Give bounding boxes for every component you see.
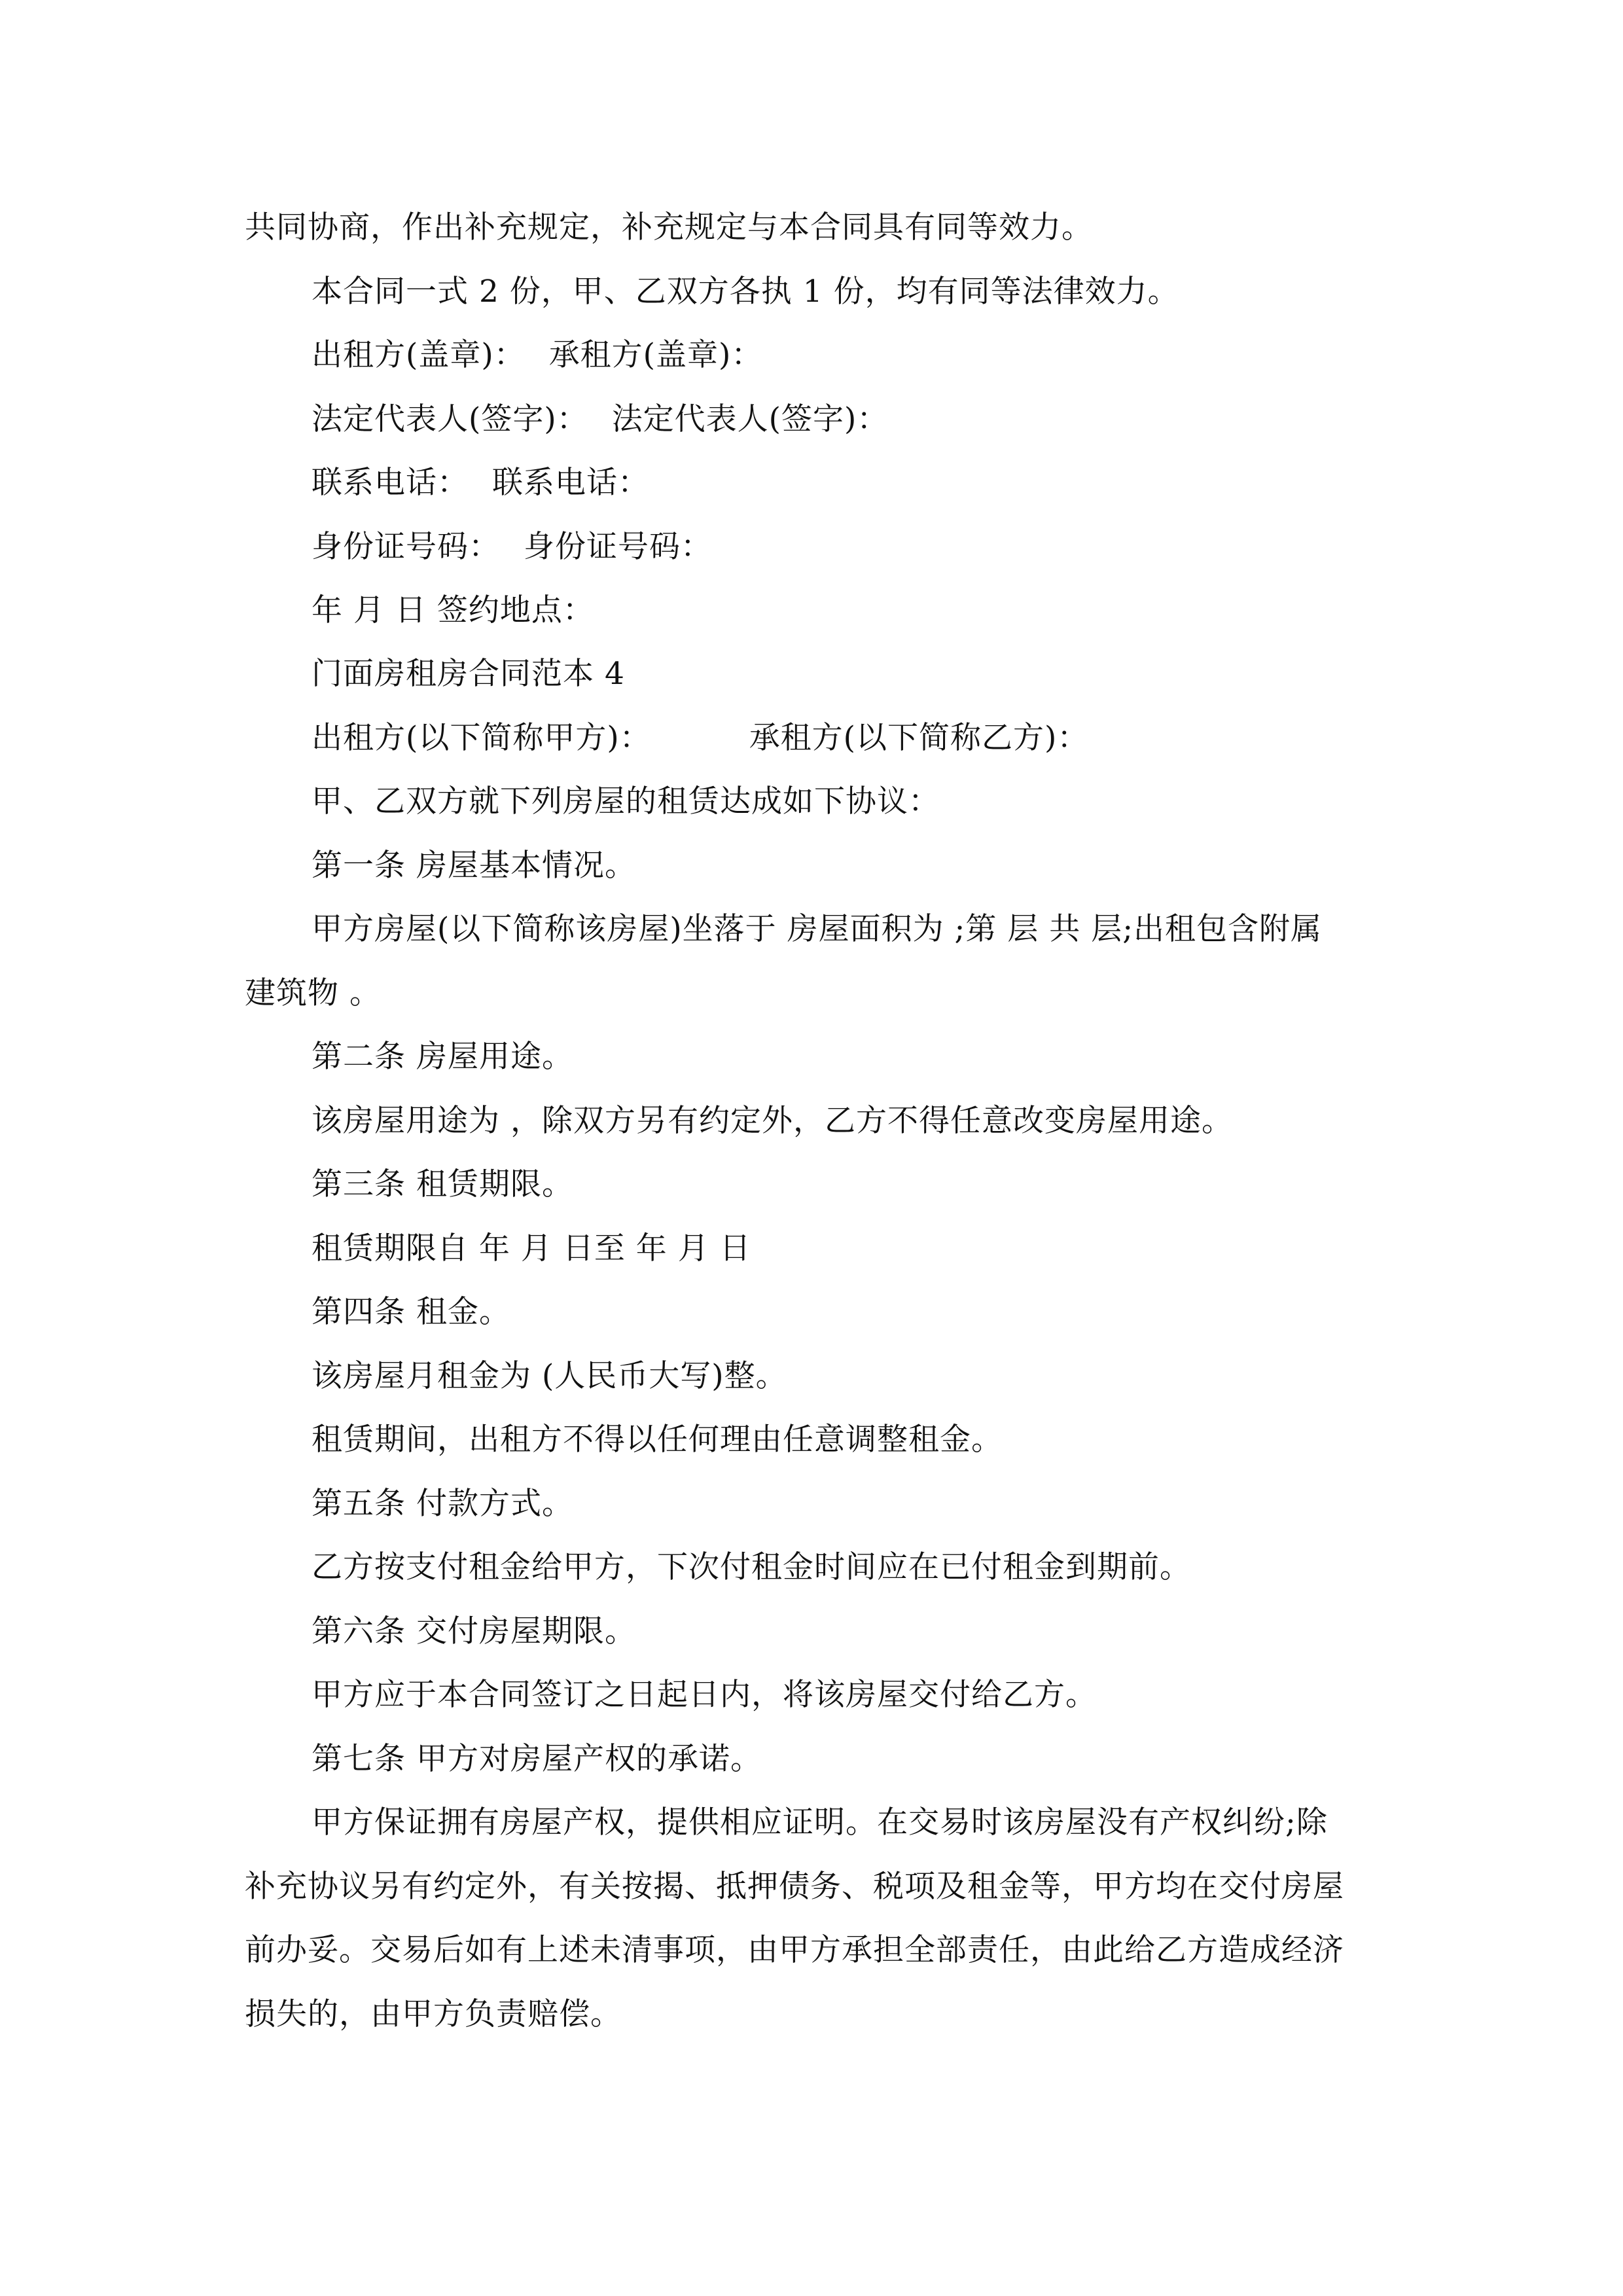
article-heading: 第六条 交付房屋期限。 [312,1613,636,1649]
paragraph-line: 前办妥。交易后如有上述未清事项，由甲方承担全部责任，由此给乙方造成经济 [245,1932,1344,1968]
lessor-party-label: 出租方(以下简称甲方)： [312,720,651,756]
lessee-seal-label: 承租方(盖章)： [548,337,763,373]
article-heading: 第七条 甲方对房屋产权的承诺。 [312,1741,762,1777]
section-title: 门面房租房合同范本 4 [312,656,625,692]
paragraph-line: 甲方房屋(以下简称该房屋)坐落于 房屋面积为 ;第 层 共 层;出租包含附属 [312,911,1323,947]
lessee-representative-label: 法定代表人(签字)： [611,401,889,437]
parties-line [312,719,1088,758]
lessee-id-label: 身份证号码： [524,529,712,565]
lessor-phone-label: 联系电话： [312,465,469,501]
paragraph-line: 该房屋月租金为 (人民币大写)整。 [312,1358,787,1394]
article-heading: 第五条 付款方式。 [312,1486,573,1522]
signature-line [312,463,649,503]
paragraph-line: 损失的，由甲方负责赔偿。 [245,1996,622,2032]
paragraph-line: 甲方保证拥有房屋产权，提供相应证明。在交易时该房屋没有产权纠纷;除 [312,1804,1328,1840]
paragraph-line: 甲、乙双方就下列房屋的租赁达成如下协议： [312,783,940,819]
lessee-party-label: 承租方(以下简称乙方)： [749,720,1089,756]
signature-line [312,528,712,567]
article-heading: 第一条 房屋基本情况。 [312,848,636,884]
paragraph-line: 本合同一式 2 份，甲、乙双方各执 1 份，均有同等法律效力。 [312,274,1179,310]
paragraph-line: 补充协议另有约定外，有关按揭、抵押债务、税项及租金等，甲方均在交付房屋 [245,1869,1344,1905]
paragraph-line: 租赁期间，出租方不得以任何理由任意调整租金。 [312,1422,1003,1458]
article-heading: 第三条 租赁期限。 [312,1166,573,1202]
date-place-line: 年 月 日 签约地点： [312,592,594,628]
lessor-seal-label: 出租方(盖章)： [312,337,526,373]
paragraph-line: 建筑物 。 [245,975,381,1011]
paragraph-line: 甲方应于本合同签订之日起日内，将该房屋交付给乙方。 [312,1677,1097,1713]
signature-line [312,336,762,375]
paragraph-line: 共同协商，作出补充规定，补充规定与本合同具有同等效力。 [245,209,1093,245]
paragraph-line: 租赁期限自 年 月 日至 年 月 日 [312,1230,751,1266]
paragraph-line: 乙方按支付租金给甲方，下次付租金时间应在已付租金到期前。 [312,1549,1191,1585]
article-heading: 第四条 租金。 [312,1294,510,1330]
lessor-id-label: 身份证号码： [312,529,500,565]
lessor-representative-label: 法定代表人(签字)： [312,401,588,437]
signature-line [312,400,888,439]
article-heading: 第二条 房屋用途。 [312,1039,573,1075]
lessee-phone-label: 联系电话： [492,465,649,501]
paragraph-line: 该房屋用途为 ，除双方另有约定外，乙方不得任意改变房屋用途。 [312,1103,1233,1139]
